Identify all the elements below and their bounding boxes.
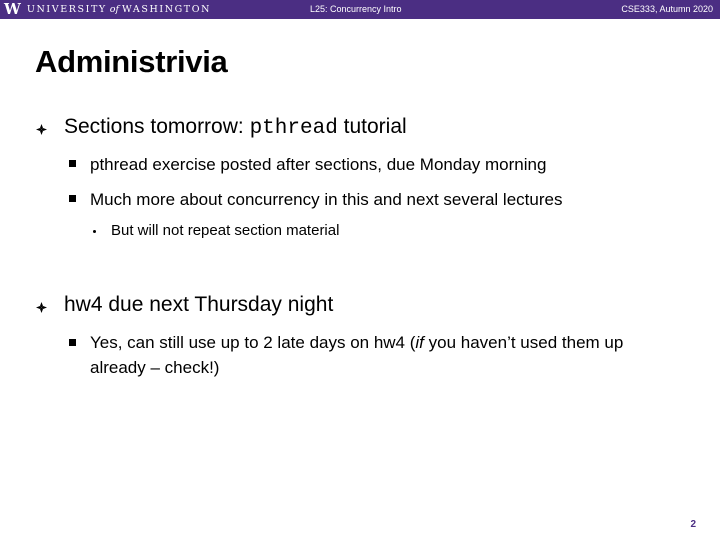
- sub-bullet-exercise: pthread exercise posted after sections, due Monday morning: [90, 155, 547, 174]
- dot-bullet-icon: [93, 230, 96, 233]
- lecture-title: L25: Concurrency Intro: [310, 4, 402, 14]
- square-bullet-icon: [69, 339, 76, 346]
- bullet-text: Sections tomorrow:: [64, 115, 250, 138]
- code-pthread: pthread: [249, 117, 338, 140]
- page-number: 2: [690, 519, 696, 530]
- university-logo: [4, 2, 211, 17]
- late-days-text-after: you haven’t used them up already – check!): [90, 333, 624, 377]
- university-wordmark: [27, 4, 211, 15]
- diamond-bullet-icon: [36, 302, 47, 313]
- course-label: CSE333, Autumn 2020: [621, 4, 713, 14]
- wordmark-suffix: WASHINGTON: [122, 4, 212, 15]
- uw-w-logo-icon: W: [4, 0, 21, 18]
- sub-bullet-late-days: [90, 330, 650, 380]
- wordmark-of: of: [109, 4, 119, 15]
- square-bullet-icon: [69, 195, 76, 202]
- square-bullet-icon: [69, 160, 76, 167]
- late-days-text: Yes, can still use up to 2 late days on hw4 (: [90, 333, 416, 352]
- header-bar: [0, 0, 720, 19]
- bullet-hw4-due: hw4 due next Thursday night: [64, 293, 334, 316]
- late-days-emphasis: if: [415, 333, 424, 352]
- bullet-text-after: tutorial: [337, 115, 407, 138]
- bullet-sections-tomorrow: [64, 115, 407, 140]
- wordmark-prefix: UNIVERSITY: [26, 4, 107, 15]
- slide-title: Administrivia: [35, 44, 228, 79]
- sub-sub-bullet-section: But will not repeat section material: [111, 222, 340, 239]
- sub-bullet-concurrency: Much more about concurrency in this and next several lectures: [90, 190, 563, 209]
- diamond-bullet-icon: [36, 124, 47, 135]
